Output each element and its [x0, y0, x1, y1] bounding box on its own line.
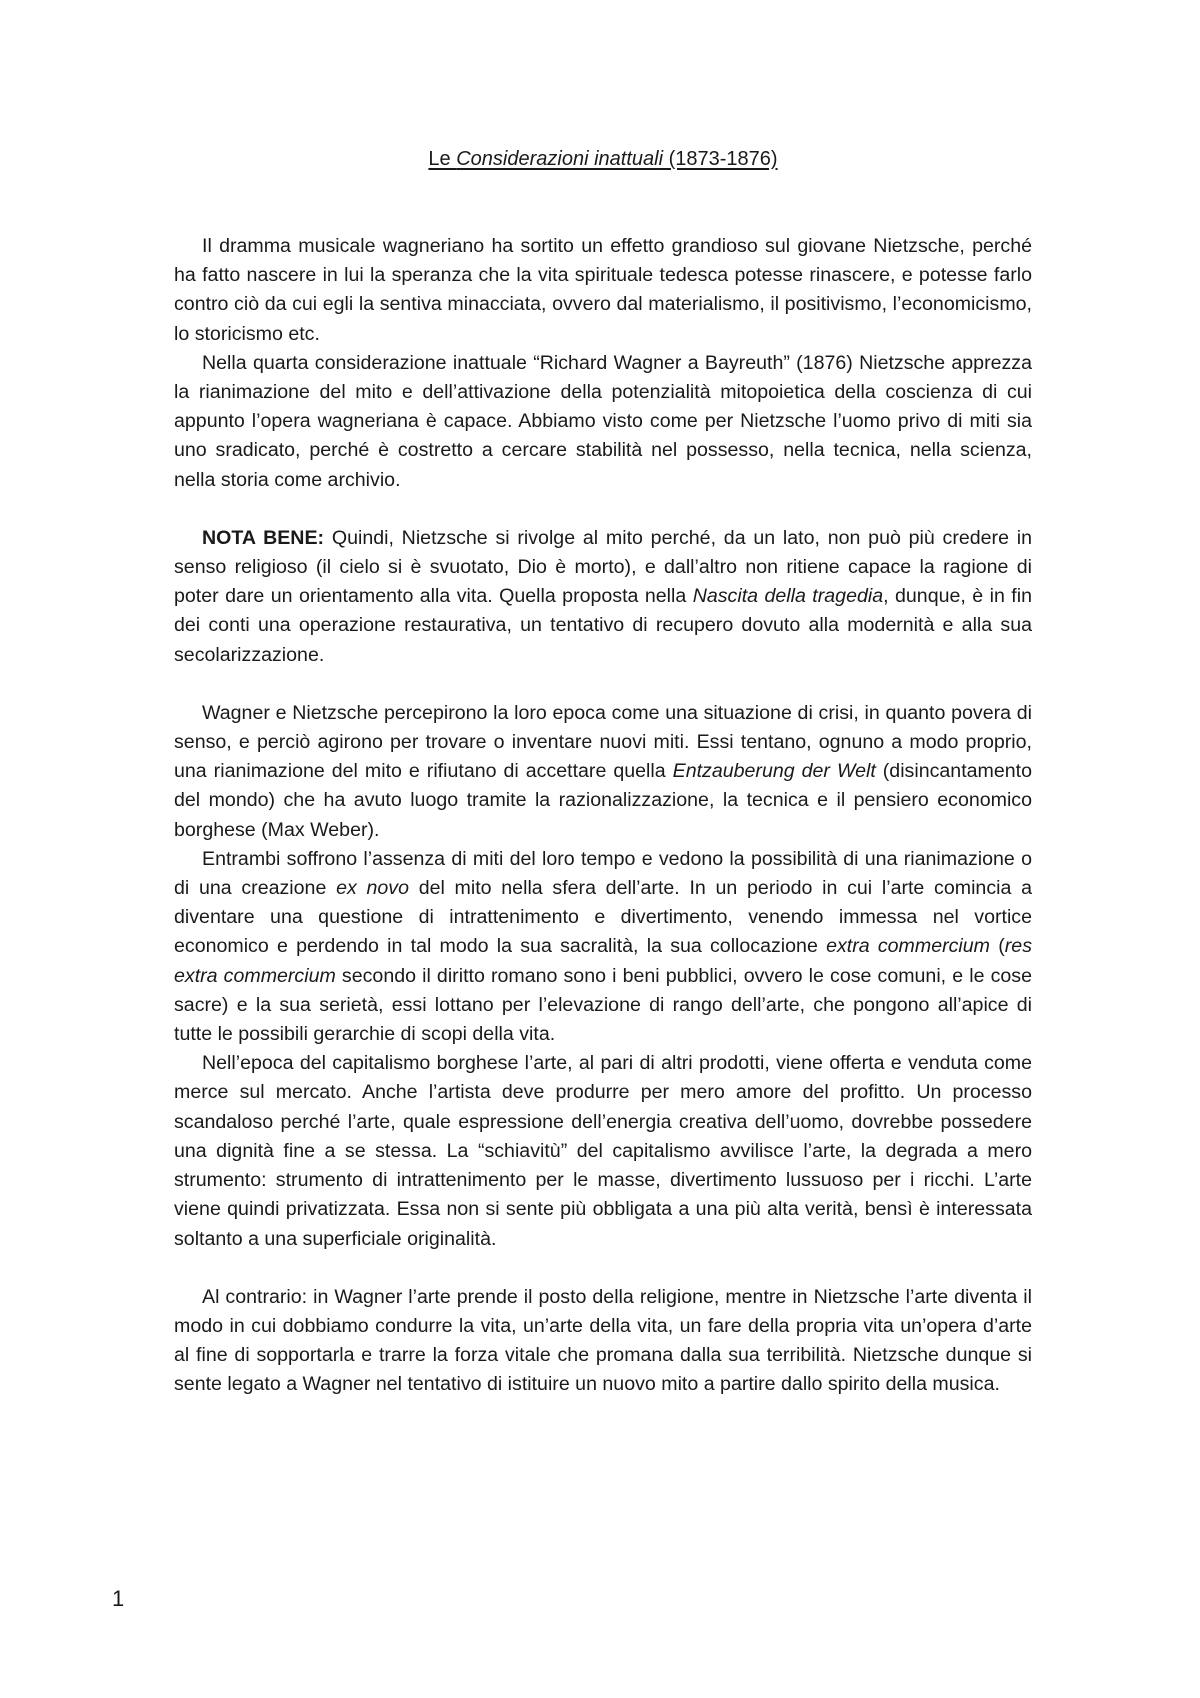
page-title — [174, 144, 1032, 174]
paragraph-4 — [174, 699, 1032, 845]
title-suffix: (1873-1876) — [663, 148, 778, 170]
paragraph-4-italic: Entzauberung der Welt — [672, 760, 876, 783]
paragraph-5-italic-1: ex novo — [336, 877, 409, 900]
nota-bene-italic: Nascita della tragedia — [692, 585, 884, 608]
nota-bene-text-b: , dunque, è in fin dei conti una operazione restaurativa, un tentativo di recupero dovuto alla modernità e alla sua secolarizzazione. — [174, 585, 1032, 666]
nota-bene-text-a: Quindi, Nietzsche si rivolge al mito perché, da un lato, non può più credere in senso religioso (il cielo si è svuotato, Dio è morto), e dall’altro non ritiene capace la ragione di poter dare un orientamento alla vita. Quella proposta nella — [174, 526, 1032, 608]
paragraph-4-text-b: (disincantamento del mondo) che ha avuto luogo tramite la razionalizzazione, la tecnica e il pensiero economico borghese (Max Weber). — [174, 760, 1032, 841]
paragraph-1: Il dramma musicale wagneriano ha sortito un effetto grandioso sul giovane Nietzsche, perché ha fatto nascere in lui la speranza che la vita spirituale tedesca potesse rinascere, e potesse farlo contro ciò da cui egli la sentiva minacciata, ovvero dal materialismo, il positivismo, l’economicismo, lo storicismo etc. — [174, 235, 1032, 345]
paragraph-5-text-d: secondo il diritto romano sono i beni pubblici, ovvero le cose comuni, e le cose sacre) e la sua serietà, essi lottano per l’elevazione di rango dell’arte, che pongono all’apice di tutte le possibili gerarchie di scopi della vita. — [174, 964, 1033, 1046]
title-prefix: Le — [428, 148, 457, 170]
paragraph-5-text-c: ( — [990, 935, 1005, 958]
paragraph-2: Nella quarta considerazione inattuale “Richard Wagner a Bayreuth” (1876) Nietzsche apprezza la rianimazione del mito e dell’attivazione della potenzialità mitopoietica della coscienza di cui appunto l’opera wagneriana è capace. Abbiamo visto come per Nietzsche l’uomo privo di miti sia uno sradicato, perché è costretto a cercare stabilità nel possesso, nella tecnica, nella scienza, nella storia come archivio. — [174, 351, 1032, 491]
paragraph-6: Nell’epoca del capitalismo borghese l’arte, al pari di altri prodotti, viene offerta e venduta come merce sul mercato. Anche l’artista deve produrre per mero amore del profitto. Un processo scandaloso perché l’arte, quale espressione dell’energia creativa dell’uomo, dovrebbe possedere una dignità fine a se stessa. La “schiavitù” del capitalismo avvilisce l’arte, la degrada a mero strumento: strumento di intrattenimento per le masse, divertimento lussuoso per i ricchi. L’arte viene quindi privatizzata. Essa non si sente più obbligata a una più alta verità, bensì è interessata soltanto a una superficiale originalità. — [174, 1052, 1032, 1250]
paragraph-nota-bene — [174, 524, 1032, 670]
page-number: 1 — [112, 1586, 125, 1611]
paragraph-5-text-b: del mito nella sfera dell’arte. In un periodo in cui l’arte comincia a diventare una questione di intrattenimento e divertimento, venendo immessa nel vortice economico e perdendo in tal modo la sua sacralità, la sua collocazione — [174, 877, 1032, 958]
paragraph-5-italic-2: extra commercium — [826, 935, 990, 958]
nota-bene-label: NOTA BENE: — [202, 526, 325, 549]
paragraph-5 — [174, 845, 1032, 1049]
title-italic: Considerazioni inattuali — [456, 148, 664, 170]
paragraph-4-text-a: Wagner e Nietzsche percepirono la loro epoca come una situazione di crisi, in quanto povera di senso, e perciò agirono per trovare o inventare nuovi miti. Essi tentano, ognuno a modo proprio, una rianimazione del mito e rifiutano di accettare quella — [174, 701, 1032, 783]
paragraph-5-italic-3: res extra commercium — [174, 935, 1032, 987]
document-body — [174, 232, 1032, 1400]
paragraph-5-text-a: Entrambi soffrono l’assenza di miti del loro tempo e vedono la possibilità di una rianimazione o di una creazione — [174, 847, 1032, 900]
paragraph-7: Al contrario: in Wagner l’arte prende il posto della religione, mentre in Nietzsche l’arte diventa il modo in cui dobbiamo condurre la vita, un’arte della vita, un fare della propria vita un’opera d’arte al fine di sopportarla e trarre la forza vitale che promana dalla sua terribilità. Nietzsche dunque si sente legato a Wagner nel tentativo di istituire un nuovo mito a partire dallo spirito della musica. — [174, 1285, 1032, 1396]
